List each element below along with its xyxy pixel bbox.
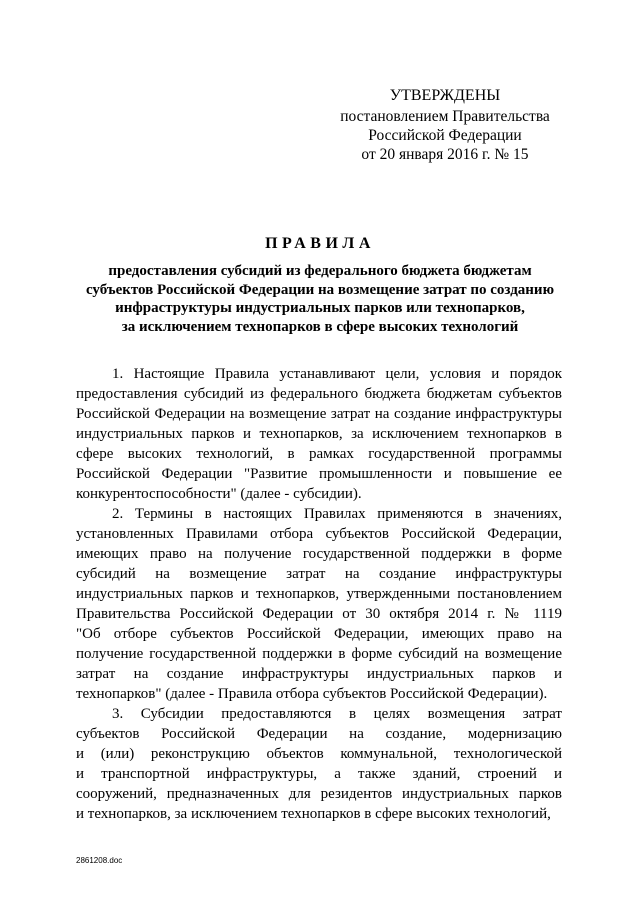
paragraph-2-line: затрат на создание инфраструктуры индустриальных парков и	[76, 666, 562, 682]
approval-heading: УТВЕРЖДЕНЫ	[389, 87, 501, 104]
paragraph-3-line: и транспортной инфраструктуры, а также зданий, строений и	[76, 766, 562, 782]
paragraph-1-line: предоставления субсидий из федерального бюджета бюджетам субъектов	[76, 386, 562, 402]
paragraph-2-line: имеющих право на получение государственной поддержки в форме	[76, 546, 562, 562]
paragraph-2-line: технопарков" (далее - Правила отбора субъектов Российской Федерации).	[76, 686, 548, 702]
paragraph-2-line: получение государственной поддержки в форме субсидий на возмещение	[76, 646, 562, 662]
subtitle-line: предоставления субсидий из федерального бюджета бюджетам	[108, 263, 532, 279]
paragraph-2-line: субсидий на возмещение затрат на создание инфраструктуры	[76, 566, 562, 582]
paragraph-3-line: субъектов Российской Федерации на создание, модернизацию	[76, 726, 562, 742]
paragraph-2-line: Правительства Российской Федерации от 30 октября 2014 г. № 1119	[76, 606, 562, 622]
paragraph-1-line: Российской Федерации "Развитие промышленности и повышение ее	[76, 466, 562, 482]
paragraph-2-line: "Об отборе субъектов Российской Федерации, имеющих право на	[76, 626, 562, 642]
paragraph-1-line: сфере высоких технологий, в рамках государственной программы	[76, 446, 562, 462]
paragraph-2-line: индустриальных парков и технопарков, утвержденными постановлением	[76, 586, 562, 602]
paragraph-2-line: установленных Правилами отбора субъектов Российской Федерации,	[76, 526, 562, 542]
approval-line: от 20 января 2016 г. № 15	[361, 146, 529, 163]
paragraph-1-line: Российской Федерации на возмещение затрат на создание инфраструктуры	[76, 406, 562, 422]
paragraph-1-line: индустриальных парков и технопарков, за исключением технопарков в	[76, 426, 562, 442]
subtitle-line: за исключением технопарков в сфере высоких технологий	[121, 318, 519, 335]
subtitle-line: инфраструктуры индустриальных парков или технопарков,	[115, 300, 525, 316]
paragraph-2-line: 2. Термины в настоящих Правилах применяются в значениях,	[112, 506, 562, 522]
paragraph-3-line: 3. Субсидии предоставляются в целях возмещения затрат	[112, 706, 562, 722]
paragraph-1-line: конкурентоспособности" (далее - субсидии).	[76, 486, 362, 502]
paragraph-1-line: 1. Настоящие Правила устанавливают цели, условия и порядок	[112, 366, 562, 382]
paragraph-3-line: и (или) реконструкцию объектов коммунальной, технологической	[76, 746, 562, 762]
paragraph-3-line: сооружений, предназначенных для резидентов индустриальных парков	[76, 786, 562, 802]
subtitle-line: субъектов Российской Федерации на возмещение затрат по созданию	[85, 281, 555, 298]
paragraph-3-line: и технопарков, за исключением технопарков в сфере высоких технологий,	[76, 806, 551, 822]
approval-line: Российской Федерации	[368, 127, 522, 144]
approval-line: постановлением Правительства	[340, 108, 550, 125]
file-name-footer: 2861208.doc	[76, 856, 123, 865]
document-body	[76, 364, 562, 824]
approval-block	[330, 86, 560, 164]
document-title: ПРАВИЛА	[265, 235, 375, 252]
document-subtitle	[80, 262, 560, 336]
